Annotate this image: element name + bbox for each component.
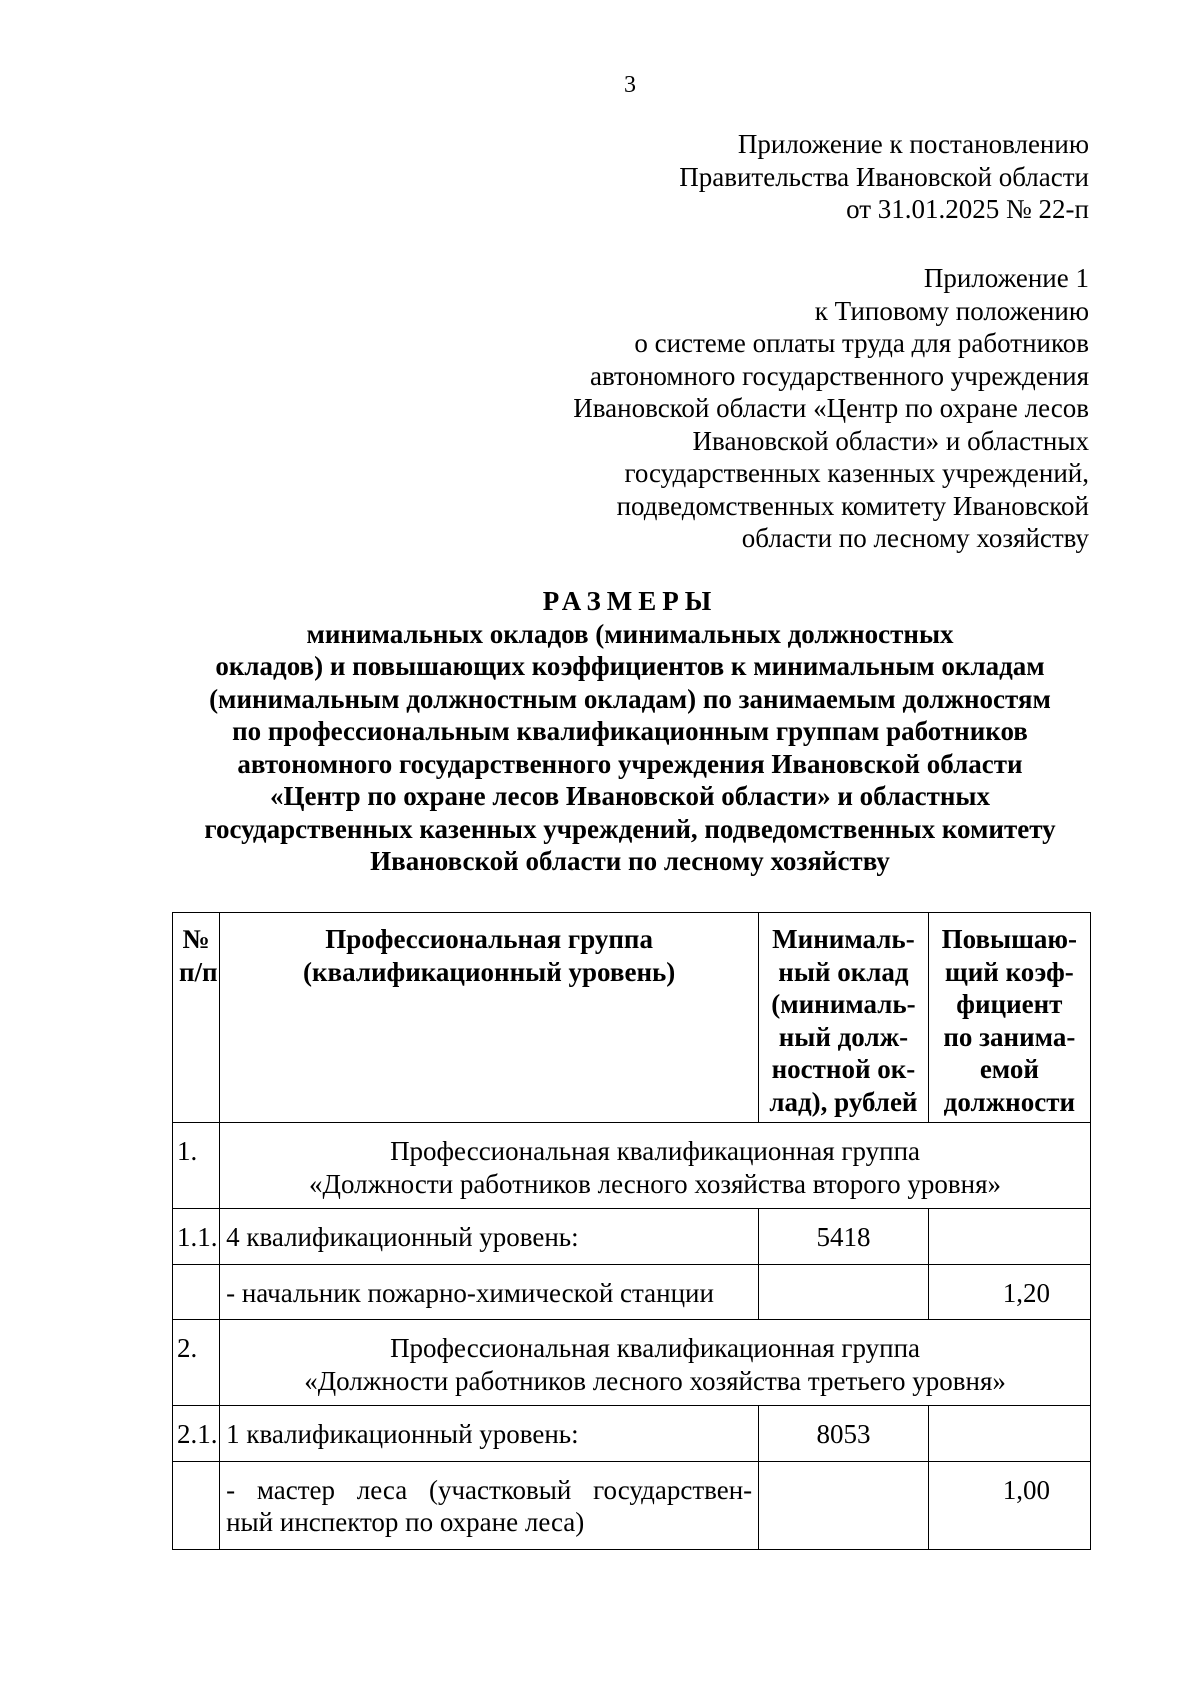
appendix-block	[573, 262, 1089, 555]
appendix-line: области по лесному хозяйству	[741, 523, 1089, 553]
coef-empty	[928, 1406, 1090, 1462]
header-num	[173, 913, 220, 1123]
header-coef-line: должности	[943, 1086, 1076, 1117]
header-salary-line: (минималь-	[771, 989, 916, 1019]
group-title-line: Профессиональная квалификационная группа	[390, 1333, 921, 1363]
coef-value: 1,00	[928, 1461, 1090, 1549]
position-name-line: ный инспектор по охране леса)	[226, 1507, 585, 1537]
header-name-line: Профессиональная группа	[325, 924, 653, 954]
header-coef-line: по занима-	[943, 1021, 1076, 1052]
group-title-line: Профессиональная квалификационная группа	[390, 1136, 921, 1166]
header-name	[220, 913, 759, 1123]
table-row-position	[173, 1461, 1091, 1549]
level-name: 4 квалификационный уровень:	[220, 1209, 759, 1265]
title-heading: РАЗМЕРЫ	[542, 586, 718, 616]
approval-line: Приложение к постановлению	[737, 129, 1089, 159]
title-line: окладов) и повышающих коэффициентов к минимальным окладам	[215, 651, 1045, 681]
group-num: 1.	[173, 1123, 220, 1209]
appendix-line: Ивановской области» и областных	[692, 425, 1089, 456]
approval-line: от 31.01.2025 № 22-п	[846, 194, 1089, 224]
position-name: - начальник пожарно-химической станции	[220, 1264, 759, 1320]
salary-empty	[759, 1264, 929, 1320]
appendix-line: автономного государственного учреждения	[589, 360, 1089, 391]
page-number: 3	[624, 72, 636, 98]
level-num: 1.1.	[173, 1209, 220, 1265]
table-row-group	[173, 1320, 1091, 1406]
approval-line: Правительства Ивановской области	[679, 161, 1089, 192]
appendix-line: к Типовому положению	[814, 295, 1089, 326]
position-name-line: - мастер леса (участковый государствен-	[226, 1474, 753, 1505]
header-coef-line: щий коэф-	[944, 956, 1074, 987]
salary-table	[172, 912, 1091, 1550]
group-title-line: «Должности работников лесного хозяйства второго уровня»	[309, 1168, 1002, 1199]
salary-value: 8053	[759, 1406, 929, 1462]
coef-empty	[928, 1209, 1090, 1265]
header-salary-line: лад), рублей	[769, 1086, 918, 1117]
title-line: автономного государственного учреждения Ивановской области	[237, 748, 1023, 779]
table-row-level	[173, 1209, 1091, 1265]
salary-value: 5418	[759, 1209, 929, 1265]
level-name: 1 квалификационный уровень:	[220, 1406, 759, 1462]
level-num: 2.1.	[173, 1406, 220, 1462]
group-title	[220, 1320, 1091, 1406]
header-coef	[928, 913, 1090, 1123]
header-salary-line: ный долж-	[778, 1021, 909, 1052]
coef-value: 1,20	[928, 1264, 1090, 1320]
document-title	[150, 585, 1110, 878]
appendix-line: государственных казенных учреждений,	[624, 458, 1089, 488]
group-title-line: «Должности работников лесного хозяйства третьего уровня»	[304, 1365, 1006, 1396]
appendix-line: Приложение 1	[923, 263, 1089, 293]
appendix-line: Ивановской области «Центр по охране лесов	[573, 393, 1089, 423]
table-row-level	[173, 1406, 1091, 1462]
title-line: по профессиональным квалификационным группам работников	[232, 716, 1028, 746]
header-salary	[759, 913, 929, 1123]
position-num-empty	[173, 1461, 220, 1549]
header-num-line: №	[182, 924, 210, 954]
header-coef-line: Повышаю-	[941, 924, 1078, 954]
title-line: Ивановской области по лесному хозяйству	[370, 846, 890, 876]
title-line: минимальных окладов (минимальных должностных	[306, 618, 954, 649]
title-line: (минимальным должностным окладам) по занимаемым должностям	[209, 683, 1051, 714]
header-num-line: п/п	[179, 956, 218, 987]
header-salary-line: Минималь-	[772, 924, 915, 954]
header-name-line: (квалификационный уровень)	[302, 956, 676, 987]
table-row-group	[173, 1123, 1091, 1209]
header-salary-line: ностной ок-	[771, 1054, 916, 1084]
position-name	[220, 1461, 759, 1549]
appendix-line: подведомственных комитету Ивановской	[616, 490, 1089, 521]
appendix-line: о системе оплаты труда для работников	[634, 328, 1089, 358]
approval-block	[679, 128, 1089, 226]
table-header-row	[173, 913, 1091, 1123]
table-row-position	[173, 1264, 1091, 1320]
position-num-empty	[173, 1264, 220, 1320]
group-num: 2.	[173, 1320, 220, 1406]
salary-empty	[759, 1461, 929, 1549]
header-coef-line: фициент	[956, 989, 1063, 1019]
header-coef-line: емой	[979, 1054, 1039, 1084]
title-line: государственных казенных учреждений, подведомственных комитету	[204, 813, 1056, 844]
title-line: «Центр по охране лесов Ивановской области» и областных	[269, 781, 990, 811]
header-salary-line: ный оклад	[778, 956, 909, 987]
group-title	[220, 1123, 1091, 1209]
